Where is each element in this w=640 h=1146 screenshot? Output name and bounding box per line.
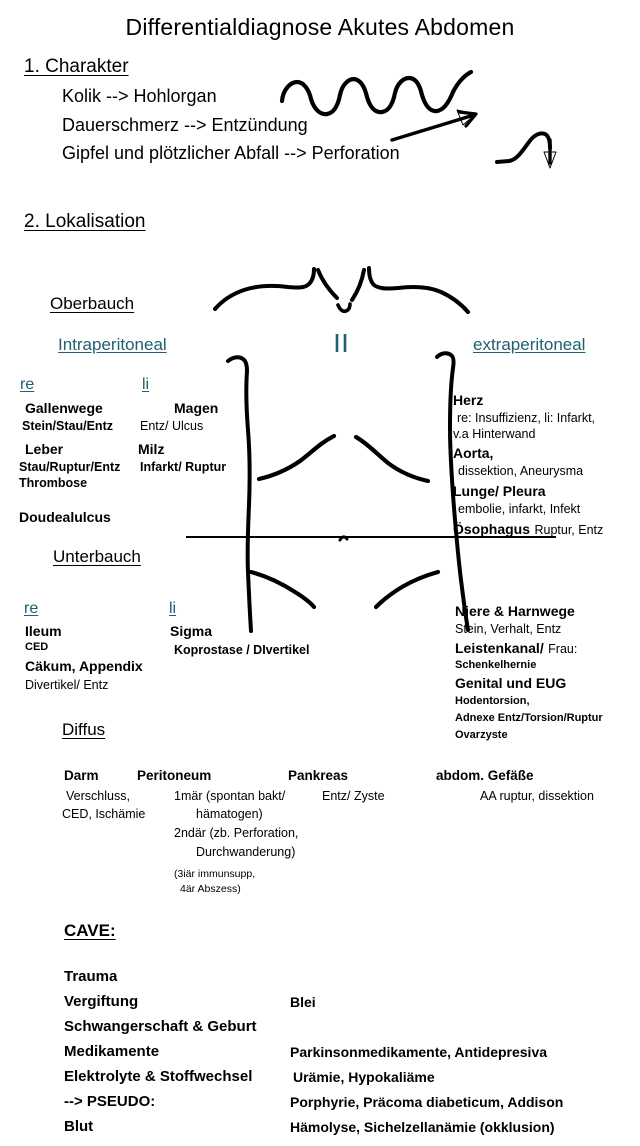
diffus-peritoneum-small-2: 4är Abszess)	[180, 883, 241, 895]
cave-right-6: Porphyrie, Präcoma diabeticum, Addison	[290, 1094, 564, 1110]
detail-magen: Entz/ Ulcus	[140, 419, 204, 433]
detail-oesophagus: Ruptur, Entz	[534, 523, 604, 537]
organ-caekum-appendix: Cäkum, Appendix	[25, 658, 143, 674]
detail-milz: Infarkt/ Ruptur	[140, 460, 227, 474]
organ-sigma: Sigma	[170, 623, 213, 639]
section-heading-lokalisation: 2. Lokalisation	[24, 211, 146, 232]
organ-magen: Magen	[174, 400, 219, 416]
detail-herz-2: v.a Hinterwand	[453, 427, 536, 441]
label-intraperitoneal: Intraperitoneal	[58, 335, 167, 354]
detail-adnexe: Adnexe Entz/Torsion/Ruptur	[455, 712, 603, 724]
charakter-line-2: Dauerschmerz --> Entzündung	[62, 115, 308, 135]
diffus-gefaesse-line-1: AA ruptur, dissektion	[480, 789, 594, 803]
detail-schenkelhernie: Schenkelhernie	[455, 659, 537, 671]
cave-right-2: Blei	[290, 994, 316, 1010]
cave-right-5: Urämie, Hypokaliäme	[293, 1069, 435, 1085]
colic-wave-sketch	[282, 72, 471, 114]
charakter-line-1: Kolik --> Hohlorgan	[62, 86, 217, 106]
torso-outline-sketch	[215, 268, 468, 631]
cave-right-4: Parkinsonmedikamente, Antidepresiva	[290, 1044, 548, 1060]
detail-hodentorsion: Hodentorsion,	[455, 695, 530, 707]
organ-aorta: Aorta,	[453, 445, 494, 461]
diffus-col-header-pankreas: Pankreas	[288, 768, 349, 783]
subheading-oberbauch: Oberbauch	[50, 294, 135, 313]
organ-leber: Leber	[25, 441, 64, 457]
organ-leistenkanal: Leistenkanal/	[455, 640, 544, 656]
section-heading-charakter: 1. Charakter	[24, 56, 129, 77]
diffus-col-header-peritoneum: Peritoneum	[137, 768, 212, 783]
cave-left-7: Blut	[64, 1118, 94, 1135]
diffus-peritoneum-line-4: Durchwanderung)	[196, 845, 296, 859]
diffus-darm-line-2: CED, Ischämie	[62, 807, 146, 821]
cave-left-6: --> PSEUDO:	[64, 1093, 156, 1110]
organ-ileum: Ileum	[25, 623, 62, 639]
peak-drop-sketch	[497, 133, 556, 168]
rising-arrow-sketch	[392, 110, 476, 140]
diffus-peritoneum-line-1: 1mär (spontan bakt/	[174, 789, 286, 803]
detail-thrombose: Thrombose	[19, 476, 88, 490]
row-oesophagus	[453, 521, 603, 539]
label-upper-re: re	[20, 376, 35, 393]
diffus-peritoneum-line-3: 2ndär (zb. Perforation,	[174, 826, 299, 840]
label-upper-li: li	[142, 376, 150, 393]
diffus-peritoneum-line-2: hämatogen)	[196, 807, 263, 821]
organ-gallenwege: Gallenwege	[25, 400, 103, 416]
cave-left-3: Schwangerschaft & Geburt	[64, 1018, 257, 1035]
organ-doudealulcus: Doudealulcus	[19, 509, 111, 525]
label-extraperitoneal: extraperitoneal	[473, 335, 586, 354]
cave-left-2: Vergiftung	[64, 993, 139, 1010]
cave-left-5: Elektrolyte & Stoffwechsel	[64, 1068, 253, 1085]
label-lower-re: re	[24, 600, 39, 617]
detail-ovarzyste: Ovarzyste	[455, 729, 508, 741]
organ-milz: Milz	[138, 441, 165, 457]
page-title: Differentialdiagnose Akutes Abdomen	[125, 14, 515, 40]
organ-niere-harnwege: Niere & Harnwege	[455, 603, 575, 619]
cave-left-1: Trauma	[64, 968, 118, 985]
subheading-diffus: Diffus	[62, 720, 106, 739]
organ-leistenkanal-suffix: Frau:	[548, 642, 578, 656]
cave-left-4: Medikamente	[64, 1043, 160, 1060]
detail-sigma: Koprostase / DIvertikel	[174, 643, 310, 657]
organ-genital-eug: Genital und EUG	[455, 675, 567, 691]
organ-herz: Herz	[453, 392, 484, 408]
detail-aorta: dissektion, Aneurysma	[458, 464, 584, 478]
detail-niere-harnwege: Stein, Verhalt, Entz	[455, 622, 562, 636]
subheading-unterbauch: Unterbauch	[53, 547, 141, 566]
diffus-col-header-gefaesse: abdom. Gefäße	[436, 768, 534, 783]
detail-gallenwege: Stein/Stau/Entz	[22, 419, 113, 433]
midline-marker	[337, 334, 345, 352]
detail-leber: Stau/Ruptur/Entz	[19, 460, 121, 474]
diffus-darm-line-1: Verschluss,	[66, 789, 130, 803]
organ-oesophagus: Ösophagus	[453, 521, 531, 537]
detail-herz-1: re: Insuffizienz, li: Infarkt,	[457, 411, 596, 425]
row-leistenkanal	[455, 640, 577, 658]
diffus-peritoneum-small-1: (3iär immunsupp,	[174, 868, 256, 880]
diffus-col-header-darm: Darm	[64, 768, 99, 783]
label-lower-li: li	[169, 600, 177, 617]
organ-lunge-pleura: Lunge/ Pleura	[453, 483, 546, 499]
heading-cave: CAVE:	[64, 921, 116, 940]
detail-caekum-appendix: Divertikel/ Entz	[25, 678, 109, 692]
diffus-pankreas-line-1: Entz/ Zyste	[322, 789, 385, 803]
cave-right-7: Hämolyse, Sichelzellanämie (okklusion)	[290, 1119, 555, 1135]
charakter-line-3: Gipfel und plötzlicher Abfall --> Perforation	[62, 143, 400, 163]
detail-lunge-pleura: embolie, infarkt, Infekt	[458, 502, 581, 516]
detail-ileum: CED	[25, 641, 49, 653]
